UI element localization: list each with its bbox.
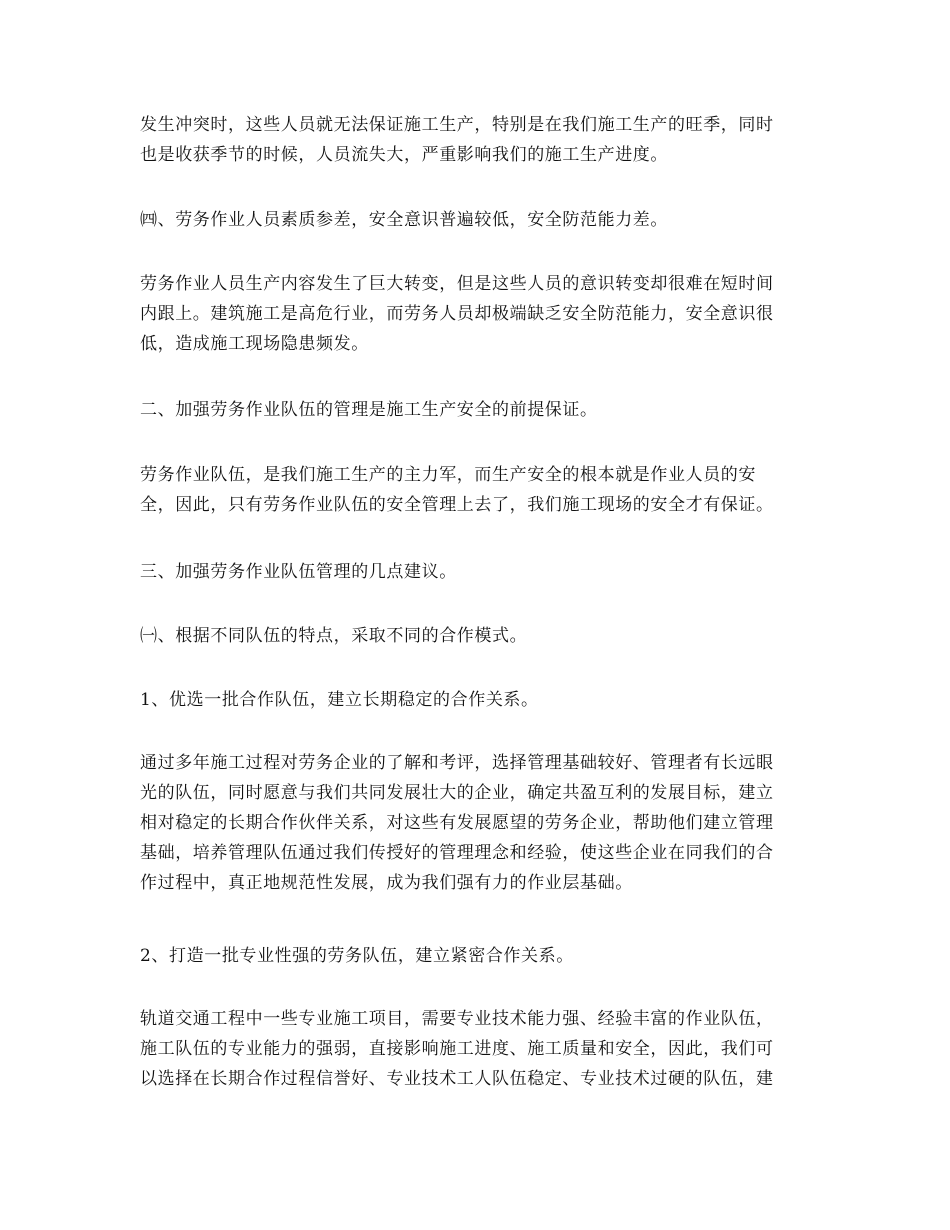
heading-item-one: 1、优选一批合作队伍，建立长期稳定的合作关系。 <box>140 690 539 710</box>
paragraph-conflict-impact: 发生冲突时，这些人员就无法保证施工生产，特别是在我们施工生产的旺季，同时 也是收获季节的时候，人员流失大，严重影响我们的施工生产进度。 <box>140 115 774 165</box>
paragraph-main-force: 劳务作业队伍，是我们施工生产的主力军，而生产安全的根本就是作业人员的安 全，因此，只有劳务作业队伍的安全管理上去了，我们施工现场的安全才有保证。 <box>140 465 774 515</box>
heading-section-two: 二、加强劳务作业队伍的管理是施工生产安全的前提保证。 <box>140 400 598 420</box>
paragraph-specialized-teams: 轨道交通工程中一些专业施工项目，需要专业技术能力强、经验丰富的作业队伍， 施工队伍的专业能力的强弱，直接影响施工进度、施工质量和安全，因此，我们可 以选择在长期合作过程信誉好、专业技术工人队伍稳定、专业技术过硬的队伍，建 <box>140 1009 774 1089</box>
heading-quality-issue: ㈣、劳务作业人员素质参差，安全意识普遍较低，安全防范能力差。 <box>140 210 668 230</box>
paragraph-safety-awareness: 劳务作业人员生产内容发生了巨大转变，但是这些人员的意识转变却很难在短时间 内跟上。建筑施工是高危行业，而劳务人员却极端缺乏安全防范能力，安全意识很 低，造成施工现场隐患频发。 <box>140 274 774 354</box>
heading-cooperation-modes: ㈠、根据不同队伍的特点，采取不同的合作模式。 <box>140 626 528 646</box>
paragraph-long-term-partners: 通过多年施工过程对劳务企业的了解和考评，选择管理基础较好、管理者有长远眼 光的队伍，同时愿意与我们共同发展壮大的企业，确定共盈互利的发展目标，建立 相对稳定的长期合作伙伴关系，对这些有发展愿望的劳务企业，帮助他们建立管理 基础，培养管理队伍通过我们传授好的管理理念和经验，使这些企业在同我们的合 作过程中，真正地规范性发展，成为我们强有力的作业层基础。 <box>140 753 774 893</box>
heading-item-two: 2、打造一批专业性强的劳务队伍，建立紧密合作关系。 <box>140 946 574 966</box>
heading-section-three: 三、加强劳务作业队伍管理的几点建议。 <box>140 562 457 582</box>
